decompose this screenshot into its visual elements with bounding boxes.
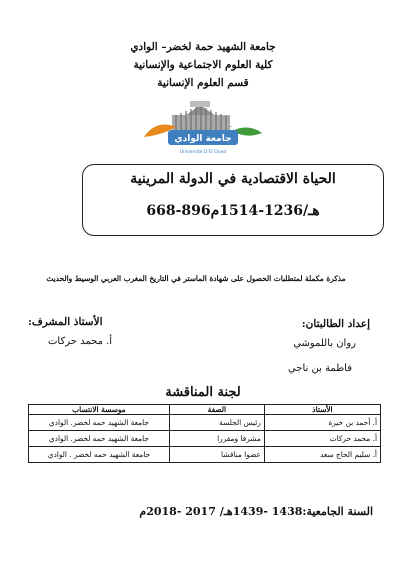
committee-table bbox=[28, 404, 381, 463]
member-affiliation: جامعة الشهيد حمه لخضر. الوادي bbox=[29, 415, 170, 431]
member-name: أ. محمد حركات bbox=[264, 431, 380, 447]
academic-year: السنة الجامعية:1438 -1439هـ/ 2017 -2018م bbox=[139, 505, 373, 518]
thesis-title: الحياة الاقتصادية في الدولة المرينية bbox=[130, 171, 336, 187]
member-role: مشرفا ومقررا bbox=[169, 431, 264, 447]
faculty-name: كلية العلوم الاجتماعية والإنسانية bbox=[133, 59, 273, 71]
header-affiliation: موسسة الانتساب bbox=[29, 405, 170, 415]
student-name-2: فاطمة بن ناجي bbox=[287, 363, 352, 374]
header-role: الصفة bbox=[169, 405, 264, 415]
university-name: جامعة الشهيد حمة لخضر– الوادي bbox=[130, 41, 276, 53]
department-name: قسم العلوم الإنسانية bbox=[157, 77, 249, 89]
committee-header-row bbox=[29, 405, 381, 415]
table-row bbox=[29, 447, 381, 463]
committee-title: لجنة المناقشة bbox=[165, 385, 241, 400]
member-role: عضوا مناقشا bbox=[169, 447, 264, 463]
member-role: رئيس الجلسة bbox=[169, 415, 264, 431]
student-name-1: روان باللموشي bbox=[293, 338, 356, 349]
logo-building bbox=[170, 101, 232, 131]
table-row bbox=[29, 431, 381, 447]
logo-text: جامعة الوادي bbox=[174, 134, 232, 144]
header-professor: الأستاذ bbox=[264, 405, 380, 415]
institution-header bbox=[0, 38, 406, 92]
member-name: أ. سليم الحاج سعد bbox=[264, 447, 380, 463]
table-row bbox=[29, 415, 381, 431]
memo-description: مذكرة مكملة لمتطلبات الحصول على شهادة الماستر في التاريخ المغرب العربي الوسيط والحديث bbox=[46, 274, 346, 283]
thesis-title-box bbox=[82, 164, 384, 236]
supervisor-name: أ. محمد حركات bbox=[48, 336, 113, 347]
university-logo bbox=[140, 97, 266, 157]
supervisor-label: الأستاذ المشرف: bbox=[28, 316, 103, 328]
member-affiliation: جامعة الشهيد حمه لخضر . الوادي bbox=[29, 447, 170, 463]
member-name: أ. أحمد بن خيرة bbox=[264, 415, 380, 431]
students-label: إعداد الطالبتان: bbox=[301, 318, 370, 330]
thesis-period: 668-896هـ/1236-1514م bbox=[146, 203, 320, 219]
logo-latin-text: Université D'El Oued bbox=[179, 150, 227, 155]
member-affiliation: جامعة الشهيد حمه لخضر. الوادي bbox=[29, 431, 170, 447]
